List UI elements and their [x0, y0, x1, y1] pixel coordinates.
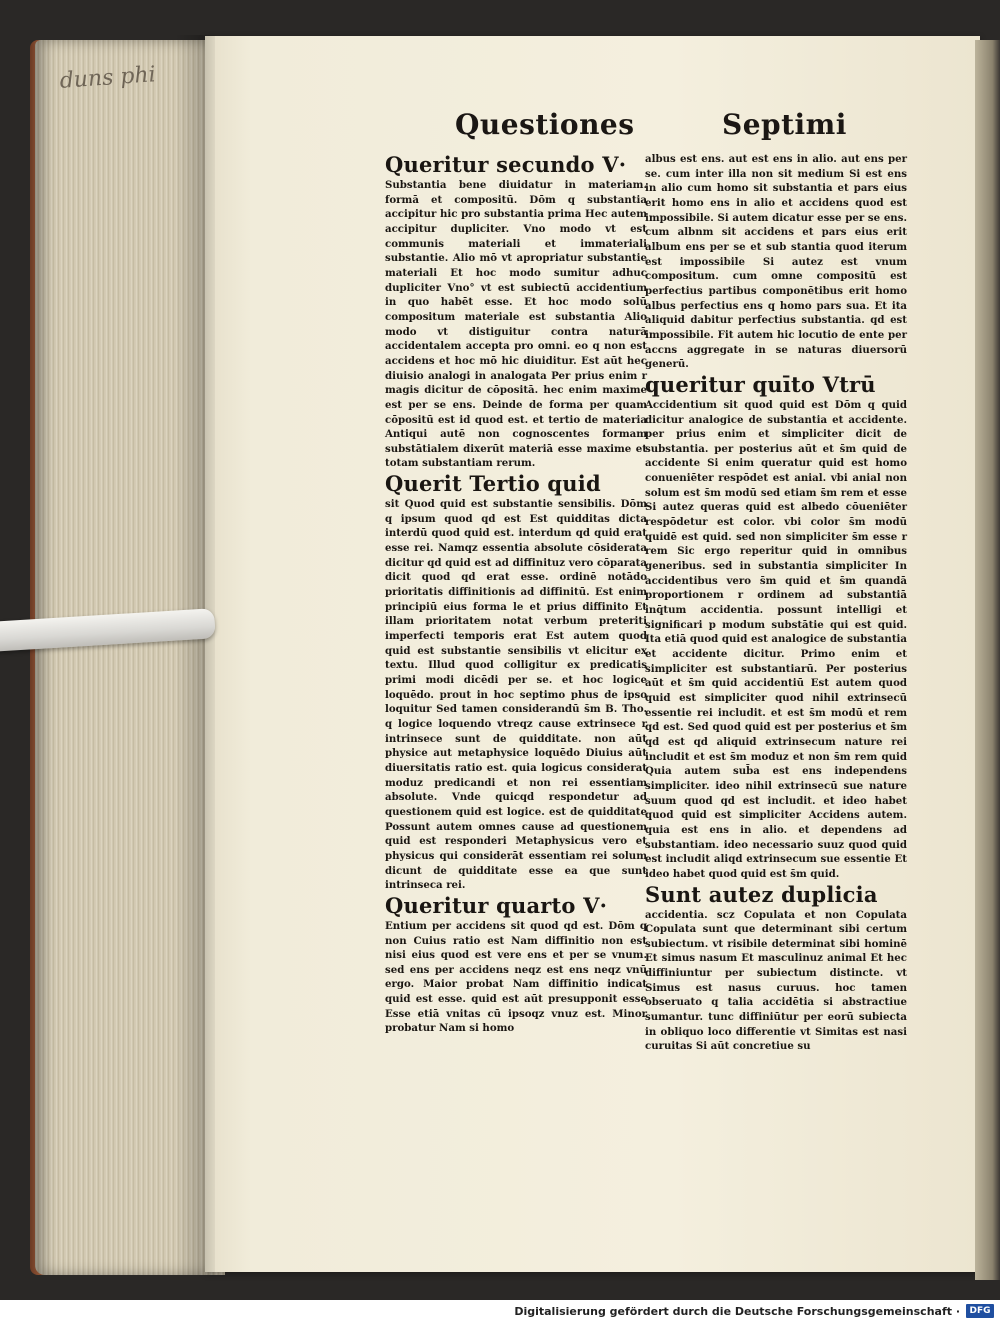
footer-bar — [0, 1300, 1000, 1323]
paragraph: Substantia bene diuidatur in materiam. formā et compositū. Dōm q substantia accipitur hic pro substantia prima Hec autem accipitur dupliciter. Vno modo vt est communis materiali et immateriali substantie. Alio mō vt apropriatur substantie materiali Et hoc modo sumitur adhuc dupliciter Vno° vt est subiectū accidentium in quo habēt esse. Et hoc modo solū compositum materiale est substantia Alio modo vt distiguitur contra naturā accidentalem accepta pro omni. eo q non est accidens et hoc mō hic diuiditur. Est aūt hec diuisio analogi in analogata Per prius enim r magis dicitur de cōpositā. hec enim maxime est per se ens. Deinde de forma per quam cōpositū est id quod est. et tertio de materia Antiqui autē non cognoscentes formam substātialem dixerūt materiā esse maxime et totam substantiam rerum. — [385, 179, 647, 470]
paragraph: Entium per accidens sit quod qd est. Dōm q non Cuius ratio est Nam diffinitio non est nisi eius quod est vere ens et per se vnum. sed ens per accidens neqz est ens neqz vnū ergo. Maior probat Nam diffinitio indicat quid est esse. quid est aūt presupponit esse Esse etiā vnitas cū ipsoqz vnuz est. Minor probatur Nam si homo — [385, 919, 647, 1035]
paragraph: accidentia. scz Copulata et non Copulata Copulata sunt que determinant sibi certum subiectum. vt risibile determinat sibi hominē Et simus nasum Et masculinuz animal Et hec diffiniuntur per subiectum distincte. vt Simus est nasus curuus. hoc tamen obseruato q talia accidētia si abstractiue sumantur. tunc diffiniūtur per eorū subiecta in obliquo loco differentie vt Simitas est nasi curuitas Si aūt concretiue su — [645, 908, 907, 1053]
running-head-left: Questiones — [455, 108, 635, 141]
paragraph: sit Quod quid est substantie sensibilis. Dōm q ipsum quod qd est Est quidditas dicta interdū quod quid est. interdum qd quid erat esse rei. Namqz essentia absolute cōsiderata dicitur qd quid est ad diffinituz vero cōparata dicit quod qd erat esse. ordinē notādo prioritatis diffinitionis ad diffinitū. Est enim principiū eius forma le et prius diffinito Et illam prioritatem notat verbum preteriti imperfecti temporis erat Est autem quod quid est substantie sensibilis vt elicitur ex textu. Illud quod colligitur ex predicatis primi modi dicēdi per se. et hoc logice loquēdo. prout in hoc septimo phus de ipso loquitur Sed tamen considerandū s̄m B. Tho. q logice loquendo vtreqz cause extrinsece r intrinsece sunt de quidditate. non aūt physice aut metaphysice loquēdo Diuius aūt diuersitatis ratio est. quia logicus considerat moduz predicandi et non rei essentiam absolute. Vnde quicqd respondetur ad questionem quid est logice. est de quidditate Possunt autem omnes cause ad questionem quid est responderi Metaphysicus vero et physicus qui considerāt essentiam rei solum dicunt de quidditate esse ea que sunt intrinseca rei. — [385, 498, 647, 892]
dfg-logo[interactable]: DFG — [966, 1304, 994, 1318]
spine-label: duns phi — [58, 62, 157, 94]
text-column-right — [645, 152, 907, 1054]
funding-credit: Digitalisierung gefördert durch die Deutsche Forschungsgemeinschaft · — [514, 1305, 960, 1318]
text-column-left — [385, 152, 647, 1036]
facing-page-edge — [975, 40, 1000, 1280]
paragraph: Accidentium sit quod quid est Dōm q quid dicitur analogice de substantia et accidente. per prius enim et simpliciter dicit de substantia. per posterius aūt et s̄m quid de accidente Si enim queratur quid est homo conueniēter respōdet est anial. vbi anial non solum est s̄m modū sed etiam s̄m rem et esse Si autez queras quid est albedo cōueniēter respōdetur est color. vbi color s̄m modū quidē est quid. sed non simpliciter s̄m esse r rem Sic ergo reperitur quid in omnibus generibus. sed in substantia simpliciter In accidentibus vero s̄m quid et s̄m quandā proportionem r ordinem ad substantiā inq̄tum accidentia. possunt intelligi et significari p modum substātie qui est quid. Ita etiā quod quid est analogice de substantia et accidente dicitur. Primo enim et simpliciter est substantiarū. Per posterius aūt et s̄m quid accidentiū Est autem quod quid est simpliciter quod nihil extrinsecū essentie rei includit. et est s̄m modū et rem qd est. Sed quod quid est per posterius et s̄m qd est qd aliquid extrinsecum nature rei includit et est s̄m moduz et non s̄m rem quid Quia autem sub̄a est ens independens simpliciter. ideo nihil extrinsecū sue nature suum quod qd est includit. et ideo habet quod quid est simpliciter Accidens autem. quia est ens in alio. et dependens ad substantiam. ideo necessario suuz quod quid est includit aliqd extrinsecum sue essentie Et ideo habet quod quid est s̄m quid. — [645, 398, 907, 880]
running-head-right: Septimi — [722, 108, 847, 141]
question-heading: Querit Tertio quid — [385, 471, 601, 497]
question-heading: Sunt autez duplicia — [645, 881, 878, 907]
paragraph: albus est ens. aut est ens in alio. aut ens per se. cum inter illa non sit medium Si est ens in alio cum homo sit substantia et pars eius erit homo ens in alio et accidens quod est impossibile. Si autem dicatur esse per se ens. cum albnm sit accidens et pars eius erit album ens per se et sub stantia quod iterum est impossibile Si autez est vnum compositum. cum omne compositū est perfectius partibus componētibus erit homo albus perfectius ens q homo pars sua. Et ita aliquid dabitur perfectius substantia. qd est impossibile. Fit autem hic locutio de ente per accns aggregate in se naturas diuersorū generū. — [645, 153, 907, 371]
gutter-shadow — [175, 35, 215, 1275]
question-heading: queritur quīto Vtrū — [645, 371, 876, 397]
question-heading: Queritur secundo V· — [385, 152, 627, 177]
question-heading: Queritur quarto V· — [385, 892, 608, 918]
